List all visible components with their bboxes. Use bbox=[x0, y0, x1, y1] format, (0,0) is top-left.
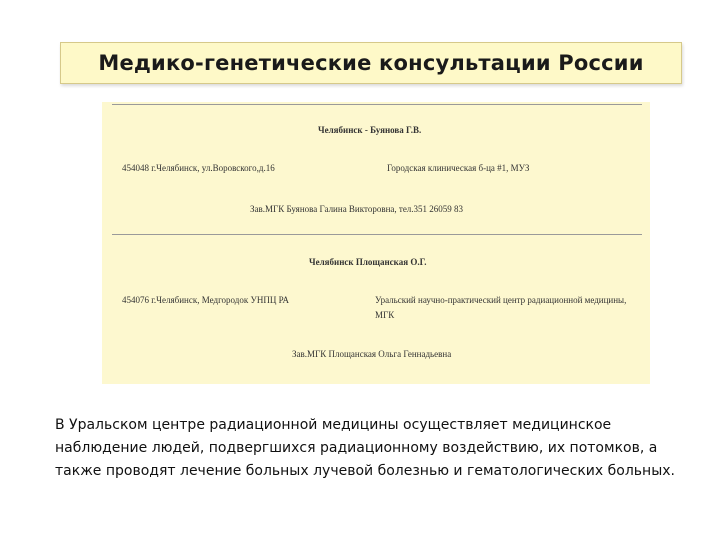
slide-title: Медико-генетические консультации России bbox=[98, 51, 644, 75]
entry2-head-contact: Зав.МГК Площанская Ольга Геннадьевна bbox=[292, 349, 452, 359]
entry2-address: 454076 г.Челябинск, Медгородок УНПЦ РА bbox=[122, 295, 289, 305]
scanned-document bbox=[102, 102, 650, 384]
entry1-institution: Городская клиническая б-ца #1, МУЗ bbox=[387, 163, 530, 173]
entry1-head-contact: Зав.МГК Буянова Галина Викторовна, тел.351 26059 83 bbox=[250, 204, 464, 214]
divider-middle bbox=[112, 234, 642, 235]
slide-caption: В Уральском центре радиационной медицины осуществляет медицинское наблюдение людей, подвергшихся радиационному воздействию, их потомков, а также проводят лечение больных лучевой болезнью и гематологических больных. bbox=[55, 417, 675, 479]
entry2-heading: Челябинск Площанская О.Г. bbox=[309, 257, 427, 267]
entry2-institution: Уральский научно-практический центр радиационной медицины, МГК bbox=[375, 295, 627, 320]
divider-top bbox=[112, 104, 642, 105]
entry1-address: 454048 г.Челябинск, ул.Воровского,д.16 bbox=[122, 163, 275, 173]
entry1-heading: Челябинск - Буянова Г.В. bbox=[318, 125, 422, 135]
slide-title-box bbox=[60, 42, 682, 84]
